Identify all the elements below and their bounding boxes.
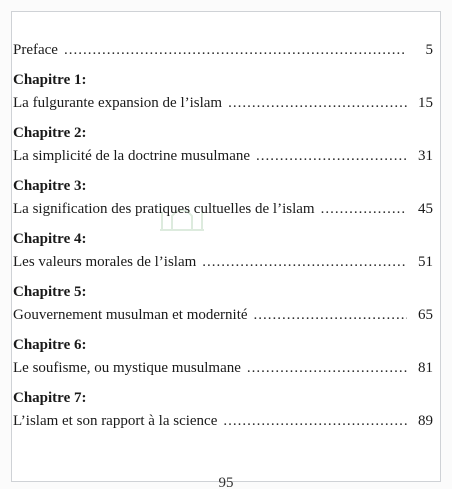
dot-leader: [202, 254, 407, 271]
chapter-label-5: Chapitre 5:: [13, 284, 87, 300]
entry-page: 15: [418, 95, 433, 111]
toc-entry-chapter-3[interactable]: [13, 201, 433, 227]
entry-page: 5: [425, 42, 433, 58]
table-of-contents: [13, 42, 433, 439]
entry-title: Le soufisme, ou mystique musulmane: [13, 360, 241, 376]
page-number: 95: [218, 475, 234, 491]
entry-title: Preface: [13, 42, 58, 58]
entry-page: 51: [418, 254, 433, 270]
chapter-label-4: Chapitre 4:: [13, 231, 87, 247]
chapter-label-3: Chapitre 3:: [13, 178, 87, 194]
entry-title: L’islam et son rapport à la science: [13, 413, 218, 429]
entry-title: Gouvernement musulman et modernité: [13, 307, 248, 323]
dot-leader: [256, 148, 407, 165]
toc-entry-chapter-1[interactable]: [13, 95, 433, 121]
dot-leader: [64, 42, 407, 59]
dot-leader: [223, 413, 407, 430]
entry-page: 89: [418, 413, 433, 429]
dot-leader: [321, 201, 407, 218]
entry-title: Les valeurs morales de l’islam: [13, 254, 197, 270]
toc-entry-chapter-6[interactable]: [13, 360, 433, 386]
chapter-label-7: Chapitre 7:: [13, 390, 87, 406]
chapter-label-2: Chapitre 2:: [13, 125, 87, 141]
entry-page: 65: [418, 307, 433, 323]
entry-title: La fulgurante expansion de l’islam: [13, 95, 223, 111]
toc-entry-chapter-7[interactable]: [13, 413, 433, 439]
toc-entry-preface[interactable]: [13, 42, 433, 68]
toc-entry-chapter-2[interactable]: [13, 148, 433, 174]
entry-page: 81: [418, 360, 433, 376]
entry-title: La simplicité de la doctrine musulmane: [13, 148, 251, 164]
dot-leader: [247, 360, 407, 377]
dot-leader: [228, 95, 407, 112]
toc-entry-chapter-4[interactable]: [13, 254, 433, 280]
entry-page: 45: [418, 201, 433, 217]
chapter-label-1: Chapitre 1:: [13, 72, 87, 88]
chapter-label-6: Chapitre 6:: [13, 337, 87, 353]
entry-page: 31: [418, 148, 433, 164]
entry-title: La signification des pratiques cultuelles de l’islam: [13, 201, 315, 217]
toc-entry-chapter-5[interactable]: [13, 307, 433, 333]
dot-leader: [254, 307, 407, 324]
